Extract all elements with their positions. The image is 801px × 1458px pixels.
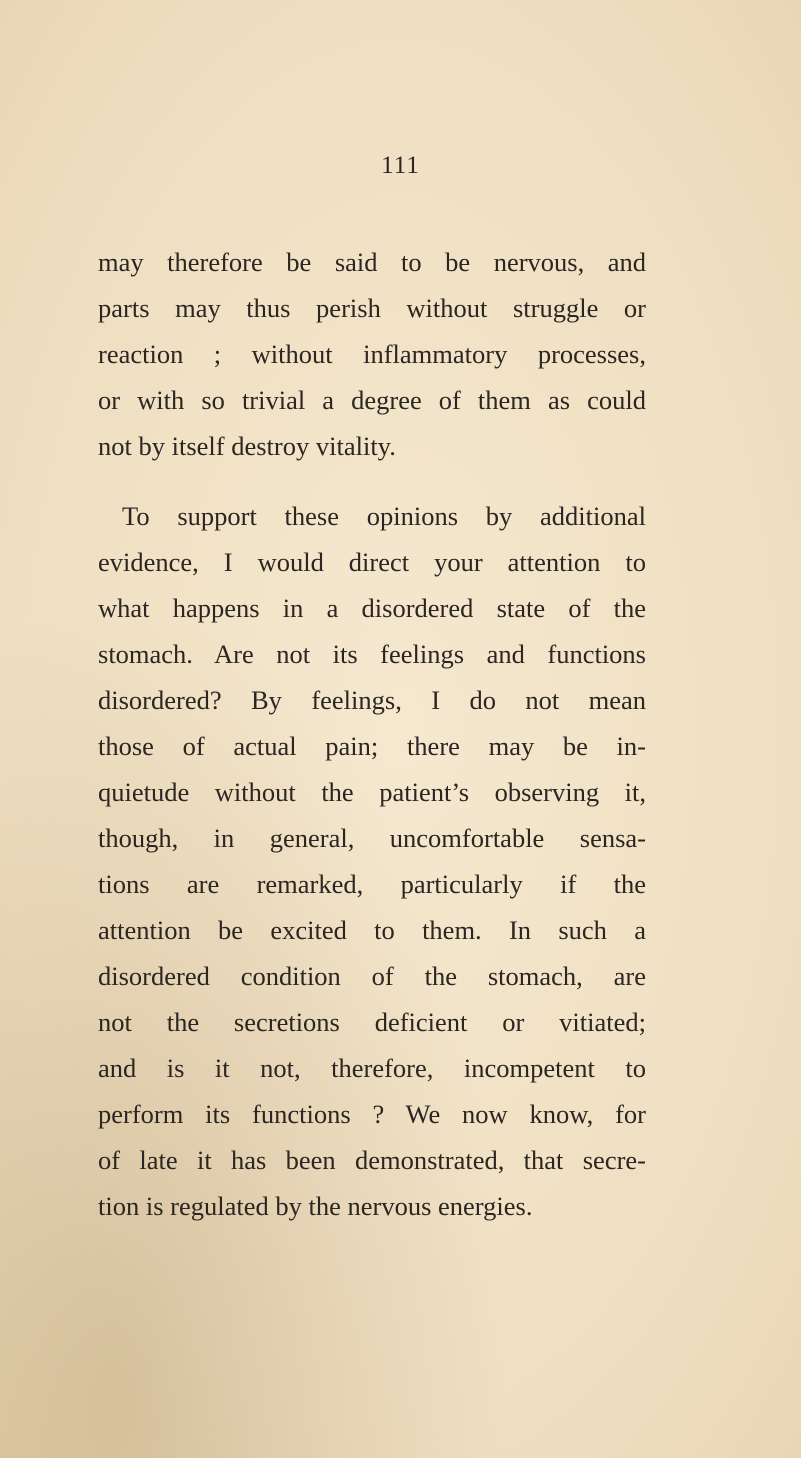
- text-line: tions are remarked, particularly if the: [98, 869, 646, 899]
- text-line: parts may thus perish without struggle or: [98, 293, 646, 323]
- text-line: what happens in a disordered state of the: [98, 593, 646, 623]
- text-line: attention be excited to them. In such a: [98, 915, 646, 945]
- text-line: those of actual pain; there may be in-: [98, 731, 646, 761]
- text-line: of late it has been demonstrated, that secre-: [98, 1145, 646, 1175]
- text-line: quietude without the patient’s observing it,: [98, 777, 646, 807]
- text-line: evidence, I would direct your attention to: [98, 547, 646, 577]
- text-line: or with so trivial a degree of them as could: [98, 385, 646, 415]
- text-line: may therefore be said to be nervous, and: [98, 247, 646, 277]
- paragraph-1: [98, 239, 646, 469]
- text-line: disordered condition of the stomach, are: [98, 961, 646, 991]
- text-line: reaction ; without inflammatory processes,: [98, 339, 646, 369]
- text-line: disordered? By feelings, I do not mean: [98, 685, 646, 715]
- text-line: perform its functions ? We now know, for: [98, 1099, 646, 1129]
- page-number: 111: [381, 152, 420, 179]
- text-line: and is it not, therefore, incompetent to: [98, 1053, 646, 1083]
- text-line: though, in general, uncomfortable sensa-: [98, 823, 646, 853]
- paragraph-2: [98, 493, 646, 1229]
- text-line: To support these opinions by additional: [122, 501, 646, 531]
- text-line: not the secretions deficient or vitiated;: [98, 1007, 646, 1037]
- text-line: stomach. Are not its feelings and functions: [98, 639, 646, 669]
- text-line: tion is regulated by the nervous energies.: [98, 1191, 533, 1221]
- text-line: not by itself destroy vitality.: [98, 431, 396, 461]
